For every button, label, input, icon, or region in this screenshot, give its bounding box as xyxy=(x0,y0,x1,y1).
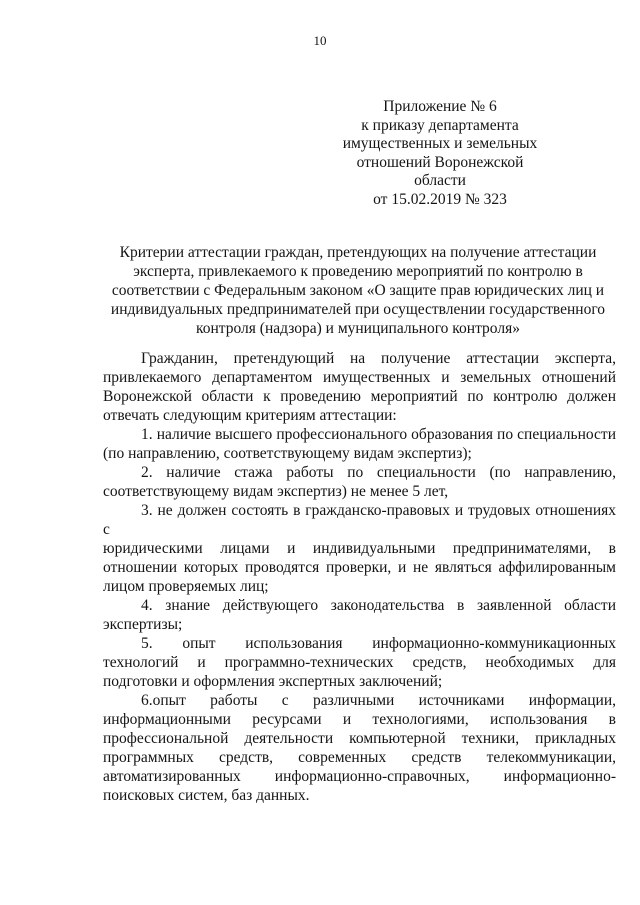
criterion-3: 3. не должен состоять в гражданско-правовых и трудовых отношениях xyxy=(141,502,616,519)
title-line: эксперта, привлекаемого к проведению мероприятий по контролю в xyxy=(133,263,583,280)
body-line: Гражданин, претендующий на получение аттестации эксперта, xyxy=(141,350,616,367)
body-line: подготовки и оформления экспертных заключений; xyxy=(103,673,443,690)
appendix-line: имущественных и земельных xyxy=(342,135,538,152)
title-line: соответствии с Федеральным законом «О защите прав юридических лиц и xyxy=(111,282,605,299)
body-line: профессиональной деятельности компьютерной техники, прикладных xyxy=(103,730,616,747)
body-line: отвечать следующим критериям аттестации: xyxy=(103,407,397,424)
body-line: лицом проверяемых лиц; xyxy=(103,578,269,595)
body-line: автоматизированных информационно-справочных, информационно- xyxy=(103,768,616,785)
appendix-line: области xyxy=(414,172,466,189)
criteria-body xyxy=(103,349,616,805)
body-line: с xyxy=(103,521,110,538)
body-line: Воронежской области к проведению мероприятий по контролю должен xyxy=(103,388,616,405)
criterion-6: 6.опыт работы с различными источниками информации, xyxy=(141,692,616,709)
body-line: информационными ресурсами и технологиями, использования в xyxy=(103,711,616,728)
criterion-4: 4. знание действующего законодательства в заявленной области xyxy=(141,597,616,614)
title-line: контроля (надзора) и муниципального контроля» xyxy=(196,320,520,337)
body-line: привлекаемого департаментом имущественных и земельных отношений xyxy=(103,369,616,386)
document-title xyxy=(98,243,618,338)
appendix-line: отношений Воронежской xyxy=(356,153,524,171)
body-line: юридическими лицами и индивидуальными предпринимателями, в xyxy=(103,540,616,557)
body-line: соответствующему видам экспертиз) не менее 5 лет, xyxy=(103,483,449,500)
title-line: индивидуальных предпринимателей при осуществлении государственного xyxy=(110,301,606,318)
body-line: технологий и программно-технических средств, необходимых для xyxy=(103,654,616,671)
page-number: 10 xyxy=(313,33,327,48)
body-line: поисковых систем, баз данных. xyxy=(103,787,310,804)
appendix-line: к приказу департамента xyxy=(361,116,519,134)
body-line: (по направлению, соответствующему видам экспертиз); xyxy=(103,445,472,462)
criterion-1: 1. наличие высшего профессионального образования по специальности xyxy=(141,426,616,443)
body-line: отношении которых проводятся проверки, и не являться аффилированным xyxy=(103,559,616,576)
title-line: Критерии аттестации граждан, претендующих на получение аттестации xyxy=(119,244,597,261)
appendix-line: от 15.02.2019 № 323 xyxy=(373,190,507,208)
body-line: экспертизы; xyxy=(103,616,183,633)
appendix-header xyxy=(330,98,550,209)
body-line: программных средств, современных средств телекоммуникации, xyxy=(103,749,616,766)
criterion-5: 5. опыт использования информационно-коммуникационных xyxy=(141,635,616,652)
criterion-2: 2. наличие стажа работы по специальности (по направлению, xyxy=(141,464,616,481)
appendix-line: Приложение № 6 xyxy=(383,98,497,115)
